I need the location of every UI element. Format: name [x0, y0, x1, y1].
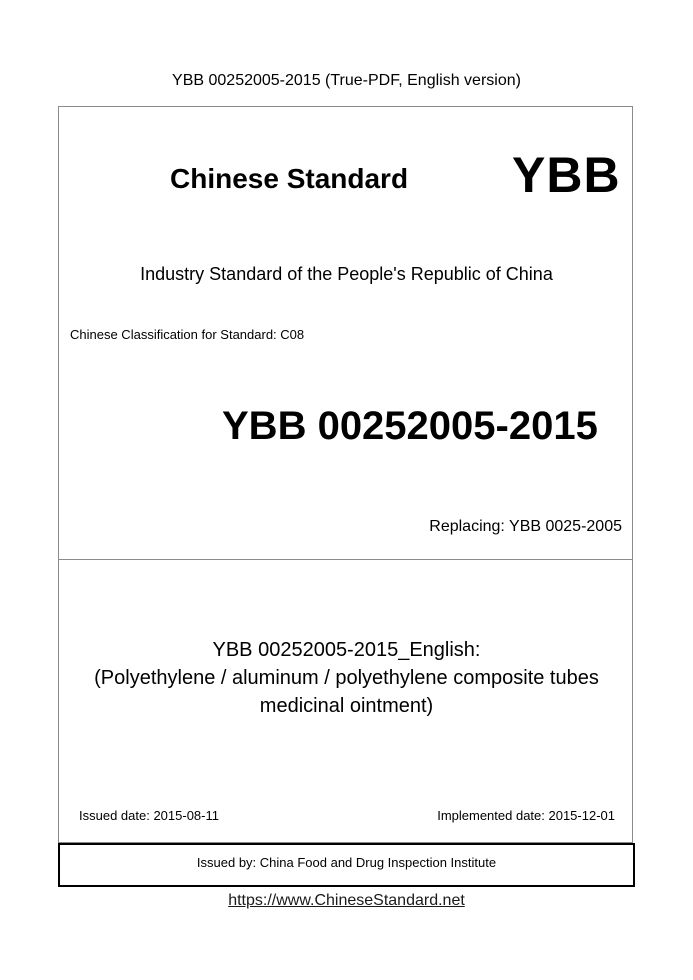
- classification-label: Chinese Classification for Standard: C08: [70, 327, 305, 342]
- replacing-label: Replacing: YBB 0025-2005: [429, 518, 622, 535]
- english-title-line-3: medicinal ointment): [259, 695, 434, 717]
- implemented-date: Implemented date: 2015-12-01: [437, 808, 615, 823]
- issued-date: Issued date: 2015-08-11: [79, 808, 219, 823]
- english-title-line-2: (Polyethylene / aluminum / polyethylene composite tubes: [94, 667, 599, 689]
- issued-by: Issued by: China Food and Drug Inspection Institute: [196, 855, 497, 870]
- ybb-logo: YBB: [512, 147, 621, 203]
- industry-standard-subtitle: Industry Standard of the People's Republic of China: [140, 264, 553, 284]
- standard-number: YBB 00252005-2015: [222, 404, 598, 448]
- website-link[interactable]: https://www.ChineseStandard.net: [228, 892, 465, 909]
- cover-heading: Chinese Standard: [170, 163, 409, 194]
- english-title-block: [58, 636, 635, 720]
- document-header-title: YBB 00252005-2015 (True-PDF, English version): [172, 72, 521, 89]
- english-title-line-1: YBB 00252005-2015_English:: [212, 639, 481, 661]
